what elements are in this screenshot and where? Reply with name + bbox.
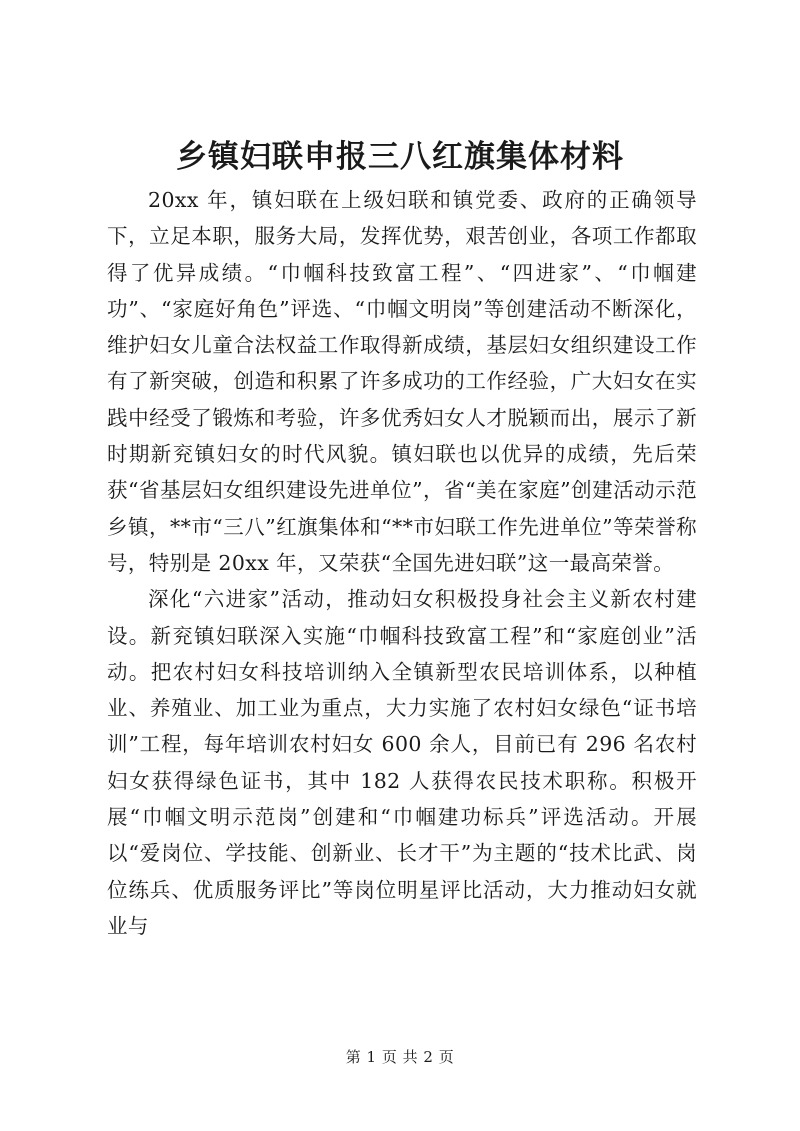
- page-footer: 第 1 页 共 2 页: [345, 1048, 455, 1066]
- document-title: 乡镇妇联申报三八红旗集体材料: [176, 139, 624, 175]
- document-body: [107, 182, 697, 944]
- paragraph-2: 深化“六进家”活动，推动妇女积极投身社会主义新农村建设。新兖镇妇联深入实施“巾帼科技致富工程”和“家庭创业”活动。把农村妇女科技培训纳入全镇新型农民培训体系，以种植业、养殖业、加工业为重点，大力实施了农村妇女绿色“证书培训”工程，每年培训农村妇女 600 余人，目前已有 296 名农村妇女获得绿色证书，其中 182 人获得农民技术职称。积极开展“巾帼文明示范岗”创建和“巾帼建功标兵”评选活动。开展以“爱岗位、学技能、创新业、长才干”为主题的“技术比武、岗位练兵、优质服务评比”等岗位明星评比活动，大力推动妇女就业与: [107, 587, 697, 938]
- paragraph-1: 20xx 年，镇妇联在上级妇联和镇党委、政府的正确领导下，立足本职，服务大局，发挥优势，艰苦创业，各项工作都取得了优异成绩。“巾帼科技致富工程”、“四进家”、“巾帼建功”、“家庭好角色”评选、“巾帼文明岗”等创建活动不断深化，维护妇女儿童合法权益工作取得新成绩，基层妇女组织建设工作有了新突破，创造和积累了许多成功的工作经验，广大妇女在实践中经受了锻炼和考验，许多优秀妇女人才脱颖而出，展示了新时期新兖镇妇女的时代风貌。镇妇联也以优异的成绩，先后荣获“省基层妇女组织建设先进单位”，省“美在家庭”创建活动示范乡镇，**市“三八”红旗集体和“**市妇联工作先进单位”等荣誉称号，特别是 20xx 年，又荣获“全国先进妇联”这一最高荣誉。: [107, 188, 697, 575]
